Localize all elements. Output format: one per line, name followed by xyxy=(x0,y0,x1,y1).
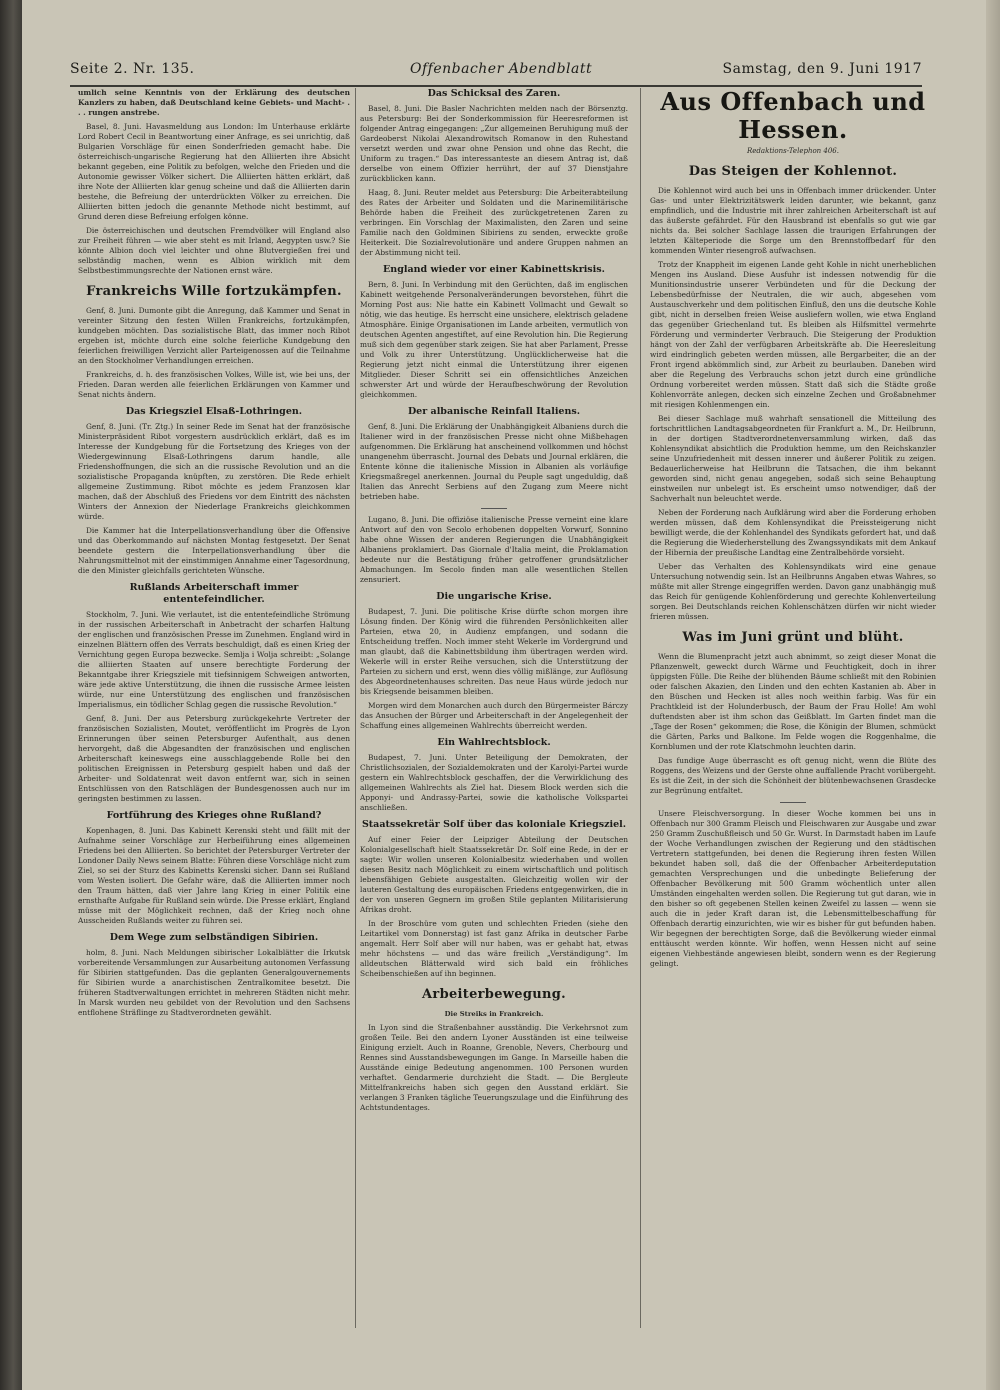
article-text: Stockholm, 7. Juni. Wie verlautet, ist die ententefeindliche Strömung in der russischen Arbeiterschaft in Anbetracht der scharfen Haltung der englischen und französischen Presse im Zunehmen. England wird in einzelnen Blättern offen des Verrats beschuldigt, daß es einen Krieg der Vernichtung gegen Europa bezwecke. Semlja i Wolja schreibt: „Solange die alliierten Staaten auf unsere berechtigte Forderung der Bekanntgabe ihrer Kriegsziele mit tiefsinnigem Schweigen antworten, wäre jede aktive Unterstützung, die ihnen die russische Armee leisten würde, nur eine Unterstützung des englischen und französischen Imperialismus, ein tödlicher Schlag gegen die russische Revolution.“ xyxy=(78,610,350,709)
book-binding xyxy=(0,0,22,1390)
article-headline: England wieder vor einer Kabinettskrisis. xyxy=(383,264,605,275)
article-text: umlich seine Kenntnis von der Erklärung des deutschen Kanzlers zu haben, daß Deutschland keine Gebiets- und Macht- . . . rungen anstrebe. xyxy=(78,88,350,117)
article-text: Bern, 8. Juni. In Verbindung mit den Gerüchten, daß im englischen Kabinett weitgehende Personalveränderungen bevorstehen, führt die Morning Post aus: Nie hatte ein Kabinett Vollmacht und Gewalt so nötig, wie das heutige. Es herrscht eine unsichere, elektrisch geladene Atmosphäre. Einige Organisationen im Lande arbeiten, vermutlich von deutschen Agenten angestiftet, auf eine Revolution hin. Die Regierung muß sich dem gegenüber stark zeigen. Sie hat aber Parlament, Presse und Volk zu ihrer Unterstützung. Unglücklicherweise hat die Regierung jetzt nicht einmal die Unterstützung ihrer eigenen Mitglieder. Dieser Schritt sei ein offensichtliches Anzeichen schwerster Art und würde der Heraufbeschwörung der Revolution gleichkommen. xyxy=(360,280,628,399)
article-text: Genf, 8. Juni. Dumonte gibt die Anregung, daß Kammer und Senat in vereinter Sitzung den festen Willen Frankreichs, fortzukämpfen, kundgeben möchten. Das sozialistische Blatt, das immer noch Ribot ergeben ist, möchte durch eine solche feierliche Kundgebung den feierlichen freiwilligen Verzicht aller Parteigenossen auf die Teilnahme an den Stockholmer Verhandlungen erreichen. xyxy=(78,306,350,365)
article-text: Auf einer Feier der Leipziger Abteilung der Deutschen Kolonialgesellschaft hielt Staatssekretär Dr. Solf eine Rede, in der er sagte: Wir wollen unseren Kolonialbesitz wiederhaben und wollen diesen Besitz nach Möglichkeit zu einem wirtschaftlich und politisch lebensfähigen Gebiete ausgestalten. Gleichzeitig wollen wir der lauteren Gestaltung des europäischen Friedens entgegenwirken, die in der von unseren Gegnern im großen Stile geplanten Militarisierung Afrikas droht. xyxy=(360,835,628,914)
article-text: Genf, 8. Juni. (Tr. Ztg.) In seiner Rede im Senat hat der französische Ministerpräsident Ribot vorgestern ausdrücklich erklärt, daß es im Interesse der Kundgebung für die Fortsetzung des Krieges von der Wiedergewinnung Elsaß-Lothringens darum handle, alle Friedenshoffnungen, die sich an die russische Revolution und an die sozialistische Propaganda knüpften, zu zerstören. Die Rede erhielt allgemeine Zustimmung. Ribot möchte es jedem Franzosen klar machen, daß der Abschluß des Friedens vor dem Eintritt des nächsten Winters der Annexion der Niederlage Frankreichs gleichkommen würde. xyxy=(78,422,350,521)
issue-date: Samstag, den 9. Juni 1917 xyxy=(722,61,922,77)
article-text: In der Broschüre vom guten und schlechten Frieden (siehe den Leitartikel vom Donnerstag) ist fast ganz Afrika in deutscher Farbe angemalt. Herr Solf aber will nur haben, was er gehabt hat, etwas mehr höchstens — und das wäre freilich „Verständigung“. Im alldeutschen Blätterwald wird sich bald ein fröhliches Scheibenschießen auf ihn beginnen. xyxy=(360,919,628,978)
article-text: Die österreichischen und deutschen Fremdvölker will England also zur Freiheit führen — wie aber steht es mit Irland, Aegypten usw.? Sie könnte Albion doch viel leichter und ohne Blutvergießen frei und selbständig machen, wenn es Albion wirklich mit dem Selbstbestimmungsrechte der Nationen ernst wäre. xyxy=(78,226,350,275)
article-text: Die Kohlennot wird auch bei uns in Offenbach immer drückender. Unter Gas- und unter Elektrizitätswerk leiden darunter, wie bekannt, ganz empfindlich, und die Industrie mit ihrer zahlreichen Arbeiterschaft ist auf das äußerste gefährdet. Für den Hausbrand ist ebenfalls so gut wie gar nichts da. Bei solcher Sachlage lassen die traurigen Erfahrungen der letzten Kälteperiode die Sorge um den Brennstoffbedarf für den kommenden Winter riesengroß aufwachsen. xyxy=(650,186,936,255)
section-headline: Arbeiterbewegung. xyxy=(422,987,566,1002)
article-text: Kopenhagen, 8. Juni. Das Kabinett Kerenski steht und fällt mit der Aufnahme seiner Vorschläge zur Herbeiführung eines allgemeinen Friedens bei den Alliierten. So berichtet der Petersburger Vertreter der Londoner Daily News seinem Blatte: Führen diese Vorschläge nicht zum Ziel, so sei der Sturz des Kabinetts Kerenski sicher. Dann sei Rußland vom Westen isoliert. Die Gefahr wäre, daß die Alliierten immer noch den Traum hätten, daß vier Jahre lang Krieg in einer Politik eine ernsthafte Aufgabe für Rußland sein würde. Die Presse erklärt, England müsse mit der Möglichkeit rechnen, daß der Krieg noch ohne Ausscheiden Rußlands weiter zu führen sei. xyxy=(78,826,350,925)
local-section-title: Aus Offenbach und Hessen. xyxy=(660,88,926,144)
article-text: Genf, 8. Juni. Die Erklärung der Unabhängigkeit Albaniens durch die Italiener wird in der französischen Presse nicht ohne Mißbehagen aufgenommen. Die Erklärung hat anscheinend vollkommen und höchst unangenehm überrascht. Journal des Debats und Journal erklären, die Entente könne die italienische Mission in Albanien als vorläufige Kriegsmaßregel anerkennen. Journal du Peuple sagt ungeduldig, daß Italien das Anrecht Serbiens auf den Zugang zum Meere nicht betrieben habe. xyxy=(360,422,628,501)
article-text: Bei dieser Sachlage muß wahrhaft sensationell die Mitteilung des fortschrittlichen Landtagsabgeordneten für Frankfurt a. M., Dr. Heilbrunn, in der dortigen Stadtverordnetenversammlung wirken, daß das Kohlensyndikat absichtlich die Produktion hemme, um den Reichskanzler seine Unzufriedenheit mit dessen innerer und äußerer Politik zu zeigen. Bedauerlicherweise hat Heilbrunn die Tatsachen, die ihm bekannt geworden sind, nicht genau angegeben, sodaß sich seine Behauptung einstweilen nur unbelegt ist. Es erscheint umso notwendiger, daß der Sachverhalt nun beleuchtet werde. xyxy=(650,414,936,503)
column-divider xyxy=(640,88,641,1328)
article-text: Die Kammer hat die Interpellationsverhandlung über die Offensive und das Oberkommando auf nächsten Montag festgesetzt. Der Senat beendete gestern die Interpellationsverhandlung über die Nahrungsmittelnot mit der einstimmigen Annahme einer Tagesordnung, die den Minister gleichfalls gerichteten Wünsche. xyxy=(78,526,350,575)
article-headline: Das Steigen der Kohlennot. xyxy=(688,164,898,179)
column-1 xyxy=(78,88,350,1328)
article-text: Budapest, 7. Juni. Die politische Krise dürfte schon morgen ihre Lösung finden. Der König wird die führenden Persönlichkeiten aller Parteien, etwa 20, in Audienz empfangen, und sodann die Entscheidung treffen. Noch immer steht Wekerle im Vordergrund und man glaubt, daß die Kabinettsbildung ihm übertragen werden wird. Wekerle will in erster Reihe versuchen, sich die Unterstützung der Parteien zu sichern und erst, wenn dies völlig mißlänge, zur Auflösung des Abgeordnetenhauses schreiten. Das neue Haus würde jedoch nur bis Kriegsende beisammen bleiben. xyxy=(360,607,628,696)
article-text: Genf, 8. Juni. Der aus Petersburg zurückgekehrte Vertreter der französischen Sozialisten, Moutet, veröffentlicht im Progrès de Lyon Erinnerungen über seinen Petersburger Aufenthalt, aus denen hervorgeht, daß die Abgesandten der französischen und englischen Arbeiterschaft keineswegs eine ausschlaggebende Rolle bei den politischen Ereignissen in Petersburg gespielt haben und daß der Arbeiter- und Soldatenrat weit davon entfernt war, sich in seinen Entschlüssen von den Ratschlägen der Bundesgenossen auch nur im geringsten bestimmen zu lassen. xyxy=(78,714,350,803)
article-text: Neben der Forderung nach Aufklärung wird aber die Forderung erhoben werden müssen, daß dem Kohlensyndikat die Preissteigerung nicht bewilligt werde, die der Kohlenhandel des Syndikats gefordert hat, und daß die Regierung die Wiederherstellung des Zwangssyndikats mit dem Ankauf der Hibernia der preußische Landtag eine Zentralbehörde vorsieht. xyxy=(650,508,936,557)
article-text: In Lyon sind die Straßenbahner ausständig. Die Verkehrsnot zum großen Teile. Bei den andern Lyoner Ausständen ist eine teilweise Einigung erzielt. Auch in Roanne, Grenoble, Nevers, Cherbourg und Rennes sind Ausstandsbewegungen im Gange. In Marseille haben die Ausstände einige Bedeutung angenommen. 100 Personen wurden verhaftet. Gendarmerie durchzieht die Stadt. — Die Bergleute Mittelfrankreichs haben sich gegen den Ausstand erklärt. Sie verlangen 3 Franken tägliche Teuerungszulage und die Einführung des Achtstundentages. xyxy=(360,1023,628,1112)
article-headline: Was im Juni grünt und blüht. xyxy=(682,630,904,645)
article-text: Basel, 8. Juni. Havasmeldung aus London: Im Unterhause erklärte Lord Robert Cecil in Beantwortung einer Anfrage, es sei unrichtig, daß Bulgarien Vorschläge für einen Sonderfrieden gemacht habe. Die österreichisch-ungarische Regierung hat den Alliierten ihre Absicht bekannt gegeben, eine Politik zu befolgen, welche den Frieden und die Autonomie gewisser Völker sichert. Die Alliierten hätten erklärt, daß ihre Note der Alliierten klar genug scheine und daß die Alliierten darin bestehe, die Befreiung der unterdrückten Völker zu erreichen. Die Alliierten bitten jedoch die genannte Methode nicht bestimmt, auf Grund deren diese Befreiung erfolgen könne. xyxy=(78,122,350,221)
article-text: Ueber das Verhalten des Kohlensyndikats wird eine genaue Untersuchung notwendig sein. Ist an Heilbrunns Angaben etwas Wahres, so müßte mit aller Strenge eingegriffen werden. Davon ganz unabhängig muß das Reich für genügende Kohlenförderung und gerechte Kohlenverteilung sorgen. Bei Deutschlands reichen Kohlenschätzen dürfen wir nicht wieder frieren müssen. xyxy=(650,562,936,621)
separator xyxy=(481,508,507,509)
newspaper-title: Offenbacher Abendblatt xyxy=(410,61,593,77)
article-text: Trotz der Knappheit im eigenen Lande geht Kohle in nicht unerheblichen Mengen ins Ausland. Diese Ausfuhr ist indessen notwendig für die Munitionsindustrie unserer Verbündeten und für die Deckung der Lebensbedürfnisse der Neutralen, die wir auch, abgesehen vom Austauschverkehr und dem politischen Einfluß, den uns die deutsche Kohle gibt, nicht in derselben freien Weise ausliefern wollen, wie etwa England das gegenüber Griechenland tut. Es bleiben als Hilfsmittel vermehrte Förderung und verminderter Verbrauch. Die Steigerung der Produktion hängt von der Zahl der verfügbaren Arbeitskräfte ab. Die Heeresleitung wird eindringlich gebeten werden müssen, alle Bergarbeiter, die an der Front irgend abkömmlich sind, zur Arbeit zu beurlauben. Daneben wird aber die Regelung des Verbrauchs schon jetzt durch eine gründliche Ordnung vorbereitet werden müssen. Statt daß sich die Städte große Kohlenvorräte anlegen, decken sich einzelne Zechen und Großabnehmer mit riesigen Kohlenmengen ein. xyxy=(650,260,936,409)
page-number: Seite 2. Nr. 135. xyxy=(70,61,195,77)
separator xyxy=(780,802,806,803)
section-subheadline: Die Streiks in Frankreich. xyxy=(444,1010,544,1018)
column-3 xyxy=(650,88,936,1328)
article-text: Lugano, 8. Juni. Die offiziöse italienische Presse verneint eine klare Antwort auf den von Secolo erhobenen doppelten Vorwurf, Sonnino habe ohne Wissen der anderen Regierungen die Unabhängigkeit Albaniens proklamiert. Das Giornale d'Italia meint, die Proklamation bedeute nur die Bestätigung früher getroffener grundsätzlicher Abmachungen. Im Secolo finden man alle wesentlichen Stellen zensuriert. xyxy=(360,515,628,584)
adjacent-page-edge xyxy=(986,0,1000,1390)
article-headline: Rußlands Arbeiterschaft immer ententefeindlicher. xyxy=(129,582,299,605)
article-text: Morgen wird dem Monarchen auch durch den Bürgermeister Bárczy das Ansuchen der Bürger und Arbeiterschaft in der Angelegenheit der Schaffung eines allgemeinen Wahlrechts überreicht werden. xyxy=(360,701,628,730)
article-headline: Die ungarische Krise. xyxy=(436,591,552,602)
article-text: Haag, 8. Juni. Reuter meldet aus Petersburg: Die Arbeiterabteilung des Rates der Arbeiter und Soldaten und die Marinemilitärische Behörde haben die Freiheit des zurückgetretenen Zaren zu verbringen. Ein Vorschlag der Maximalisten, den Zaren und seine Familie nach den Goldminen Sibiriens zu senden, erweckte große Heiterkeit. Die Sozialrevolutionäre und andere Gruppen nahmen an der Abstimmung nicht teil. xyxy=(360,188,628,257)
article-text: Frankreichs, d. h. des französischen Volkes, Wille ist, wie bei uns, der Frieden. Daran werden alle feierlichen Erklärungen von Kammer und Senat nichts ändern. xyxy=(78,370,350,399)
article-headline: Ein Wahlrechtsblock. xyxy=(437,737,551,748)
article-text: Das fundige Auge überrascht es oft genug nicht, wenn die Blüte des Roggens, des Weizens und der Gerste ohne auffallende Pracht vorübergeht. Es ist die Zeit, in der sich die Schönheit der blütenbewachsenen Grasdecke zur Begrünung entfaltet. xyxy=(650,756,936,795)
article-headline: Der albanische Reinfall Italiens. xyxy=(407,406,581,417)
article-headline: Dem Wege zum selbständigen Sibirien. xyxy=(109,932,319,943)
article-text: Budapest, 7. Juni. Unter Beteiligung der Demokraten, der Christlichsozialen, der Sozialdemokraten und der Karolyi-Partei wurde gestern ein Wahlrechtsblock geschaffen, der die Verwirklichung des allgemeinen Wahlrechts als Ziel hat. Diesem Block werden sich die Apponyi- und Andrassy-Partei, sowie die katholische Volkspartei anschließen. xyxy=(360,753,628,812)
article-headline: Fortführung des Krieges ohne Rußland? xyxy=(106,810,322,821)
column-divider xyxy=(355,88,356,1328)
article-headline: Frankreichs Wille fortzukämpfen. xyxy=(86,284,342,299)
editorial-phone: Redaktions-Telephon 406. xyxy=(747,147,839,155)
column-2 xyxy=(360,88,628,1328)
article-headline: Das Schicksal des Zaren. xyxy=(427,88,561,99)
article-text: Wenn die Blumenpracht jetzt auch abnimmt, so zeigt dieser Monat die Pflanzenwelt, geweckt durch Wärme und Feuchtigkeit, doch in ihrer üppigsten Fülle. Die Reihe der blühenden Bäume schließt mit den Robinien oder falschen Akazien, den Linden und den echten Kastanien ab. Aber in den Büschen und Hecken ist alles noch weithin farbig. Was für ein Prachtkleid ist der Holunderbusch, der Baum der Frau Holle! Am wohl duftendsten aber ist ihm schon das Geißblatt. Im Garten findet man die „Tage der Rosen“ gekommen; die Rose, die Königin der Blumen, schmückt die Gärten, Parks und Balkone. Im Felde wogen die Roggenhalme, die Kornblumen und der rote Klatschmohn leuchten darin. xyxy=(650,652,936,751)
page-header xyxy=(70,55,922,87)
article-text: Basel, 8. Juni. Die Basler Nachrichten melden nach der Börsenztg. aus Petersburg: Bei der Sonderkommission für Heeresreformen ist folgender Antrag eingegangen: „Zur allgemeinen Beruhigung muß der Gardeoberst Nikolai Alexandrowitsch Romanow in den Ruhestand versetzt werden und zwar ohne Pension und ohne das Recht, die Uniform zu tragen.“ Das interessanteste an diesem Antrag ist, daß derselbe von einem Offizier herrührt, der auf 37 Dienstjahre zurückblicken kann. xyxy=(360,104,628,183)
article-headline: Das Kriegsziel Elsaß-Lothringen. xyxy=(125,406,303,417)
article-text: holm, 8. Juni. Nach Meldungen sibirischer Lokalblätter die Irkutsk vorbereitende Versammlungen zur Ausarbeitung autonomen Verfassung für Sibirien stattgefunden. Das die geplanten Generalgouvernements für Sibirien wurde a anarchistischen Zentralkomitee besetzt. Die früheren Stadtverwaltungen errichtet in mehreren Städten nicht mehr. In Marsk wurden neu gebildet von der Revolution und den Sachsens entflohene Sträflinge zu Stadtverordneten gewählt. xyxy=(78,948,350,1017)
article-text: Unsere Fleischversorgung. In dieser Woche kommen bei uns in Offenbach nur 300 Gramm Fleisch und Fleischwaren zur Ausgabe und zwar 250 Gramm Zuschußfleisch und 50 Gr. Wurst. In Darmstadt haben im Laufe der Woche Verhandlungen zwischen der Regierung und den städtischen Vertretern stattgefunden, bei denen die Regierung ihren festen Willen bekundet haben soll, daß die der Offenbacher Arbeiterdeputation gemachten Versprechungen und die unbedingte Belieferung der Offenbacher Bevölkerung mit 500 Gramm wöchentlich unter allen Umständen eingehalten werden sollen. Die Regierung tut gut daran, wie in den bisher so oft gegebenen Stellen keinen Zweifel zu lassen — wenn sie auch die in jeder Kraft daran ist, die Lebensmittelbeschaffung für Offenbach derartig einzurichten, wie wir es bisher für gut befunden haben. Wir begegnen der berechtigten Sorge, daß die Bevölkerung wieder einmal enttäuscht werden könnte. Wir hoffen, wenn Hessen nicht auf seine eigenen Viehbestände angewiesen bleibt, sondern wenn es der Regierung gelingt. xyxy=(650,809,936,968)
article-headline: Staatssekretär Solf über das koloniale Kriegsziel. xyxy=(361,819,627,830)
